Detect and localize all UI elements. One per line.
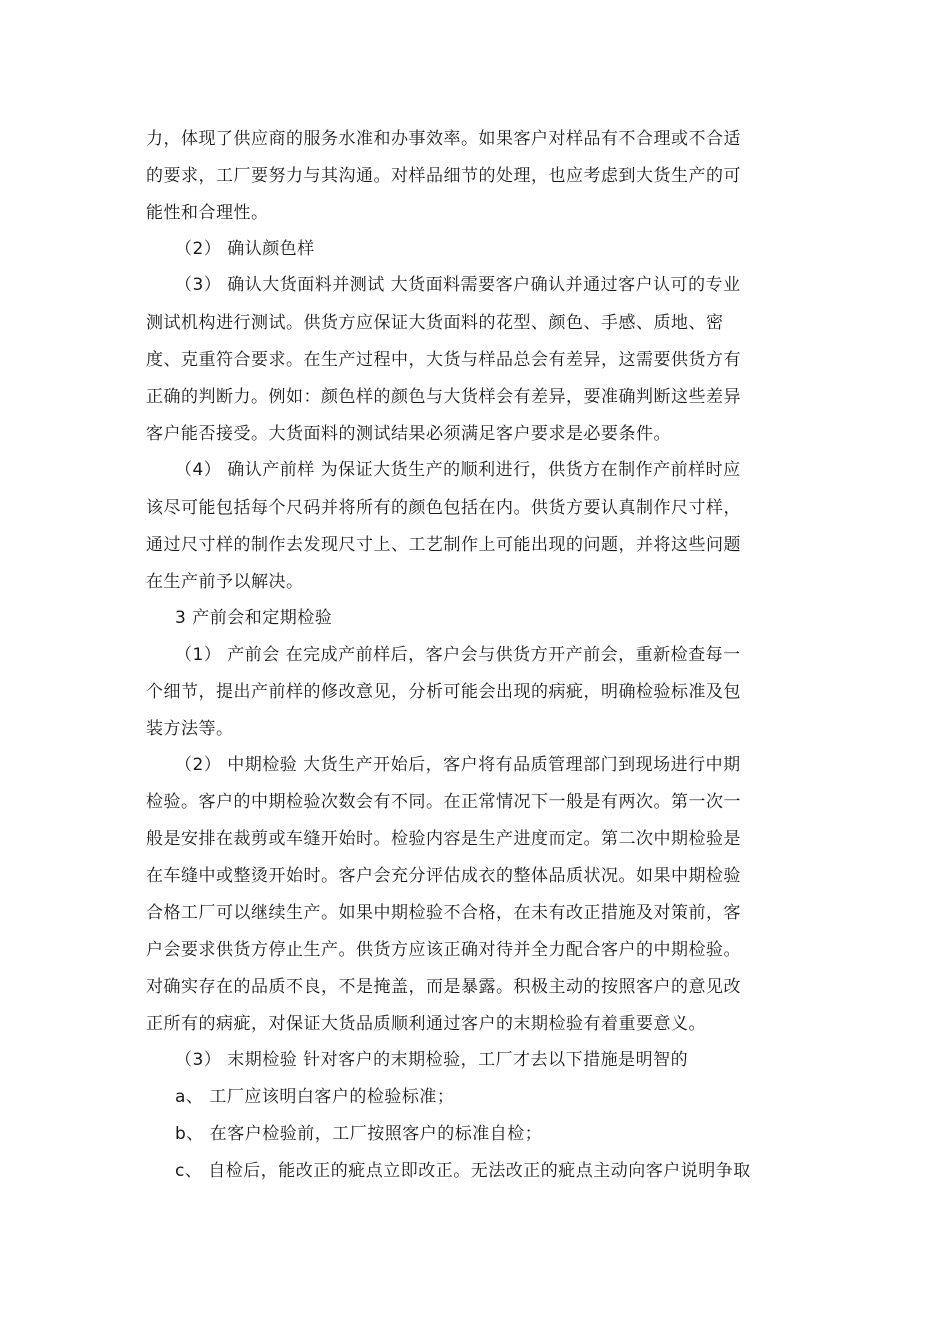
paragraph-line: 客户能否接受。大货面料的测试结果必须满足客户要求是必要条件。 xyxy=(146,424,671,444)
paragraph-line: 对确实存在的品质不良，不是掩盖，而是暴露。积极主动的按照客户的意见改 xyxy=(146,977,741,997)
paragraph-line: （1） 产前会 在完成产前样后，客户会与供货方开产前会，重新检查每一 xyxy=(175,645,741,665)
paragraph-line: 户会要求供货方停止生产。供货方应该正确对待并全力配合客户的中期检验。 xyxy=(146,940,741,960)
list-item: b、 在客户检验前，工厂按照客户的标准自检； xyxy=(175,1124,543,1144)
paragraph-line: 的要求，工厂要努力与其沟通。对样品细节的处理，也应考虑到大货生产的可 xyxy=(146,166,741,186)
paragraph-line: 正确的判断力。例如：颜色样的颜色与大货样会有差异，要准确判断这些差异 xyxy=(146,387,741,407)
paragraph-line: 在车缝中或整烫开始时。客户会充分评估成衣的整体品质状况。如果中期检验 xyxy=(146,866,741,886)
paragraph-line: 正所有的病疵，对保证大货品质顺利通过客户的末期检验有着重要意义。 xyxy=(146,1014,706,1034)
list-item: a、 工厂应该明白客户的检验标准； xyxy=(175,1087,455,1107)
paragraph-line: 能性和合理性。 xyxy=(146,203,269,223)
paragraph-line: （2） 中期检验 大货生产开始后，客户将有品质管理部门到现场进行中期 xyxy=(175,755,741,775)
paragraph-line: 通过尺寸样的制作去发现尺寸上、工艺制作上可能出现的问题，并将这些问题 xyxy=(146,535,741,555)
paragraph-line: 合格工厂可以继续生产。如果中期检验不合格，在未有改正措施及对策前，客 xyxy=(146,903,741,923)
paragraph-line: 装方法等。 xyxy=(146,719,234,739)
section-heading: 3 产前会和定期检验 xyxy=(175,608,333,628)
paragraph-line: 检验。客户的中期检验次数会有不同。在正常情况下一般是有两次。第一次一 xyxy=(146,792,741,812)
paragraph-line: 度、克重符合要求。在生产过程中，大货与样品总会有差异，这需要供货方有 xyxy=(146,350,741,370)
paragraph-line: （4） 确认产前样 为保证大货生产的顺利进行，供货方在制作产前样时应 xyxy=(175,460,741,480)
paragraph-line: （3） 确认大货面料并测试 大货面料需要客户确认并通过客户认可的专业 xyxy=(175,275,741,295)
paragraph-line: （2） 确认颜色样 xyxy=(175,239,315,259)
paragraph-line: 测试机构进行测试。供货方应保证大货面料的花型、颜色、手感、质地、密 xyxy=(146,313,724,333)
list-item: c、 自检后，能改正的疵点立即改正。无法改正的疵点主动向客户说明争取 xyxy=(175,1161,751,1181)
paragraph-line: 该尽可能包括每个尺码并将所有的颜色包括在内。供货方要认真制作尺寸样， xyxy=(146,498,741,518)
paragraph-line: 个细节，提出产前样的修改意见，分析可能会出现的病疵，明确检验标准及包 xyxy=(146,682,741,702)
paragraph-line: 力，体现了供应商的服务水准和办事效率。如果客户对样品有不合理或不合适 xyxy=(146,129,741,149)
paragraph-line: 般是安排在裁剪或车缝开始时。检验内容是生产进度而定。第二次中期检验是 xyxy=(146,829,741,849)
paragraph-line: （3） 末期检验 针对客户的末期检验，工厂才去以下措施是明智的 xyxy=(175,1050,689,1070)
paragraph-line: 在生产前予以解决。 xyxy=(146,572,304,592)
